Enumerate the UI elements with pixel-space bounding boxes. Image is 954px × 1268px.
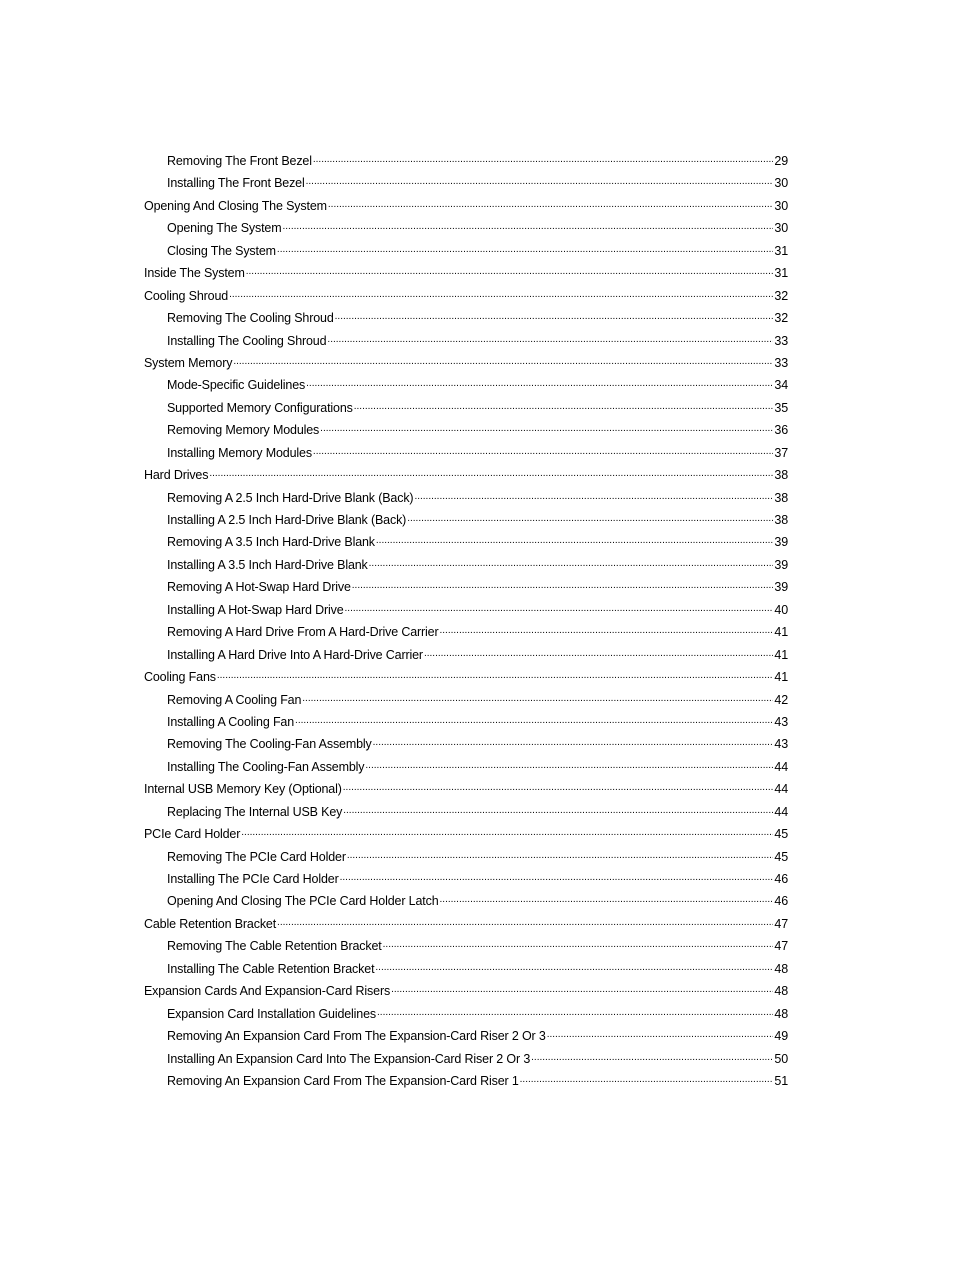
toc-entry-title: Mode-Specific Guidelines — [167, 378, 306, 393]
toc-entry-title: Removing A 2.5 Inch Hard-Drive Blank (Back) — [167, 490, 414, 505]
toc-page-number: 48 — [774, 984, 788, 999]
toc-page-number: 40 — [774, 602, 788, 617]
toc-page-number: 43 — [774, 737, 788, 752]
toc-subsection-entry[interactable] — [144, 150, 788, 172]
toc-entry-title: Installing Memory Modules — [167, 445, 312, 460]
toc-subsection-entry[interactable] — [144, 890, 788, 912]
toc-dot-leader — [365, 760, 773, 772]
toc-entry-title: Replacing The Internal USB Key — [167, 804, 343, 819]
toc-page-number: 47 — [774, 939, 788, 954]
toc-dot-leader — [531, 1052, 773, 1064]
toc-dot-leader — [241, 827, 773, 839]
toc-page-number: 46 — [774, 894, 788, 909]
toc-section-entry[interactable] — [144, 666, 788, 688]
toc-page-number: 47 — [774, 916, 788, 931]
toc-section-entry[interactable] — [144, 262, 788, 284]
toc-entry-title: Removing An Expansion Card From The Expansion-Card Riser 2 Or 3 — [167, 1029, 546, 1044]
toc-subsection-entry[interactable] — [144, 531, 788, 553]
toc-entry-title: Removing A Cooling Fan — [167, 692, 302, 707]
toc-subsection-entry[interactable] — [144, 217, 788, 239]
toc-dot-leader — [345, 603, 774, 615]
toc-dot-leader — [340, 872, 774, 884]
toc-page-number: 29 — [774, 154, 788, 168]
toc-section-entry[interactable] — [144, 195, 788, 217]
toc-dot-leader — [347, 850, 774, 862]
toc-dot-leader — [424, 648, 773, 660]
toc-entry-title: System Memory — [144, 355, 233, 370]
toc-dot-leader — [209, 468, 773, 480]
toc-page-number: 41 — [774, 647, 788, 662]
toc-subsection-entry[interactable] — [144, 442, 788, 464]
toc-entry-title: Installing A 3.5 Inch Hard-Drive Blank — [167, 557, 368, 572]
toc-entry-title: Removing Memory Modules — [167, 423, 320, 438]
toc-entry-title: Inside The System — [144, 266, 245, 281]
toc-page-number: 38 — [774, 468, 788, 483]
toc-subsection-entry[interactable] — [144, 1048, 788, 1070]
toc-entry-title: Removing A Hard Drive From A Hard-Drive Carrier — [167, 625, 439, 640]
toc-subsection-entry[interactable] — [144, 1025, 788, 1047]
toc-subsection-entry[interactable] — [144, 846, 788, 868]
toc-entry-title: Removing An Expansion Card From The Expansion-Card Riser 1 — [167, 1073, 519, 1088]
toc-dot-leader — [320, 423, 773, 435]
toc-page-number: 46 — [774, 872, 788, 886]
toc-dot-leader — [283, 221, 774, 233]
toc-page-number: 31 — [774, 243, 788, 258]
toc-page-number: 51 — [774, 1073, 788, 1088]
toc-dot-leader — [277, 244, 773, 256]
toc-page-number: 37 — [774, 445, 788, 460]
toc-dot-leader — [375, 962, 773, 974]
toc-page-number: 36 — [774, 423, 788, 438]
toc-subsection-entry[interactable] — [144, 576, 788, 598]
toc-page-number: 44 — [774, 759, 788, 774]
toc-page-number: 39 — [774, 557, 788, 572]
toc-subsection-entry[interactable] — [144, 733, 788, 755]
toc-subsection-entry[interactable] — [144, 509, 788, 531]
toc-page-number: 41 — [774, 625, 788, 640]
toc-entry-title: Installing The PCIe Card Holder — [167, 872, 339, 886]
toc-dot-leader — [306, 378, 773, 390]
toc-dot-leader — [376, 535, 773, 547]
toc-page-number: 45 — [774, 827, 788, 842]
toc-subsection-entry[interactable] — [144, 240, 788, 262]
toc-entry-title: Removing The Cable Retention Bracket — [167, 939, 382, 954]
toc-section-entry[interactable] — [144, 980, 788, 1002]
toc-subsection-entry[interactable] — [144, 689, 788, 711]
toc-dot-leader — [343, 805, 773, 817]
toc-entry-title: Expansion Card Installation Guidelines — [167, 1006, 377, 1021]
toc-page-number: 48 — [774, 1006, 788, 1021]
toc-subsection-entry[interactable] — [144, 801, 788, 823]
toc-entry-title: Opening The System — [167, 221, 282, 236]
toc-page-number: 39 — [774, 580, 788, 595]
toc-page-number: 32 — [774, 311, 788, 326]
toc-entry-title: Opening And Closing The PCIe Card Holder Latch — [167, 894, 439, 909]
toc-dot-leader — [277, 917, 773, 929]
toc-page-number: 48 — [774, 961, 788, 976]
toc-page-number: 50 — [774, 1051, 788, 1066]
toc-page-number: 30 — [774, 221, 788, 236]
toc-dot-leader — [440, 625, 774, 637]
toc-subsection-entry[interactable] — [144, 374, 788, 396]
toc-dot-leader — [520, 1074, 774, 1086]
toc-dot-leader — [313, 446, 773, 458]
toc-dot-leader — [377, 1007, 773, 1019]
toc-entry-title: Removing The Cooling-Fan Assembly — [167, 737, 372, 752]
toc-entry-title: Installing The Cable Retention Bracket — [167, 961, 375, 976]
toc-subsection-entry[interactable] — [144, 711, 788, 733]
toc-dot-leader — [373, 737, 774, 749]
toc-subsection-entry[interactable] — [144, 868, 788, 890]
toc-page-number: 34 — [774, 378, 788, 393]
toc-dot-leader — [246, 266, 774, 278]
toc-entry-title: Cooling Shroud — [144, 288, 229, 303]
toc-entry-title: Cable Retention Bracket — [144, 916, 277, 931]
toc-dot-leader — [306, 176, 774, 188]
toc-page-number: 35 — [774, 400, 788, 415]
toc-dot-leader — [313, 154, 774, 166]
toc-subsection-entry[interactable] — [144, 172, 788, 194]
toc-dot-leader — [354, 401, 774, 413]
toc-dot-leader — [440, 894, 774, 906]
toc-subsection-entry[interactable] — [144, 419, 788, 441]
toc-dot-leader — [233, 356, 773, 368]
toc-entry-title: Removing The Cooling Shroud — [167, 311, 334, 326]
toc-entry-title: Removing The Front Bezel — [167, 154, 312, 168]
toc-entry-title: PCIe Card Holder — [144, 827, 241, 842]
toc-dot-leader — [414, 491, 773, 503]
toc-page-number: 30 — [774, 176, 788, 191]
toc-page-number: 45 — [774, 849, 788, 864]
toc-dot-leader — [369, 558, 774, 570]
toc-dot-leader — [343, 782, 774, 794]
toc-dot-leader — [327, 334, 773, 346]
toc-entry-title: Installing The Front Bezel — [167, 176, 305, 191]
toc-subsection-entry[interactable] — [144, 554, 788, 576]
toc-entry-title: Installing A Cooling Fan — [167, 714, 295, 729]
toc-entry-title: Removing The PCIe Card Holder — [167, 849, 346, 864]
toc-subsection-entry[interactable] — [144, 397, 788, 419]
toc-subsection-entry[interactable] — [144, 621, 788, 643]
toc-entry-title: Opening And Closing The System — [144, 198, 327, 213]
toc-page-number: 38 — [774, 490, 788, 505]
toc-subsection-entry[interactable] — [144, 307, 788, 329]
toc-dot-leader — [217, 670, 774, 682]
toc-page-number: 44 — [774, 804, 788, 819]
toc-page-number: 32 — [774, 288, 788, 303]
toc-dot-leader — [383, 939, 774, 951]
toc-subsection-entry[interactable] — [144, 1070, 788, 1092]
toc-dot-leader — [391, 984, 773, 996]
toc-subsection-entry[interactable] — [144, 330, 788, 352]
toc-entry-title: Hard Drives — [144, 468, 209, 483]
toc-dot-leader — [547, 1029, 774, 1041]
toc-entry-title: Removing A Hot-Swap Hard Drive — [167, 580, 351, 595]
toc-dot-leader — [302, 693, 773, 705]
toc-page-number: 38 — [774, 513, 788, 527]
toc-entry-title: Expansion Cards And Expansion-Card Risers — [144, 984, 391, 999]
toc-dot-leader — [335, 311, 774, 323]
toc-section-entry[interactable] — [144, 913, 788, 935]
table-of-contents — [144, 150, 788, 1092]
toc-page-number: 33 — [774, 355, 788, 370]
toc-page-number: 41 — [774, 670, 788, 685]
toc-page-number: 49 — [774, 1029, 788, 1044]
toc-section-entry[interactable] — [144, 352, 788, 374]
toc-dot-leader — [229, 289, 773, 301]
toc-page-number: 43 — [774, 714, 788, 729]
toc-subsection-entry[interactable] — [144, 644, 788, 666]
toc-dot-leader — [407, 513, 773, 525]
toc-entry-title: Closing The System — [167, 243, 276, 258]
toc-subsection-entry[interactable] — [144, 958, 788, 980]
toc-dot-leader — [352, 580, 774, 592]
toc-dot-leader — [328, 199, 774, 211]
toc-page-number: 44 — [774, 782, 788, 797]
toc-entry-title: Cooling Fans — [144, 670, 216, 685]
toc-subsection-entry[interactable] — [144, 1003, 788, 1025]
toc-page-number: 39 — [774, 535, 788, 550]
toc-entry-title: Installing The Cooling Shroud — [167, 333, 327, 348]
toc-entry-title: Removing A 3.5 Inch Hard-Drive Blank — [167, 535, 375, 550]
toc-entry-title: Installing The Cooling-Fan Assembly — [167, 759, 365, 774]
toc-page-number: 42 — [774, 692, 788, 707]
toc-page-number: 31 — [774, 266, 788, 281]
toc-entry-title: Installing A Hard Drive Into A Hard-Drive Carrier — [167, 647, 423, 662]
toc-subsection-entry[interactable] — [144, 756, 788, 778]
toc-subsection-entry[interactable] — [144, 599, 788, 621]
toc-dot-leader — [295, 715, 773, 727]
toc-section-entry[interactable] — [144, 823, 788, 845]
toc-entry-title: Installing An Expansion Card Into The Expansion-Card Riser 2 Or 3 — [167, 1051, 531, 1066]
toc-page-number: 33 — [774, 333, 788, 348]
toc-entry-title: Internal USB Memory Key (Optional) — [144, 782, 342, 797]
toc-section-entry[interactable] — [144, 778, 788, 800]
toc-section-entry[interactable] — [144, 464, 788, 486]
toc-entry-title: Installing A 2.5 Inch Hard-Drive Blank (Back) — [167, 513, 407, 527]
toc-entry-title: Supported Memory Configurations — [167, 400, 353, 415]
toc-section-entry[interactable] — [144, 285, 788, 307]
toc-subsection-entry[interactable] — [144, 935, 788, 957]
toc-page-number: 30 — [774, 198, 788, 213]
toc-entry-title: Installing A Hot-Swap Hard Drive — [167, 602, 344, 617]
toc-subsection-entry[interactable] — [144, 487, 788, 509]
